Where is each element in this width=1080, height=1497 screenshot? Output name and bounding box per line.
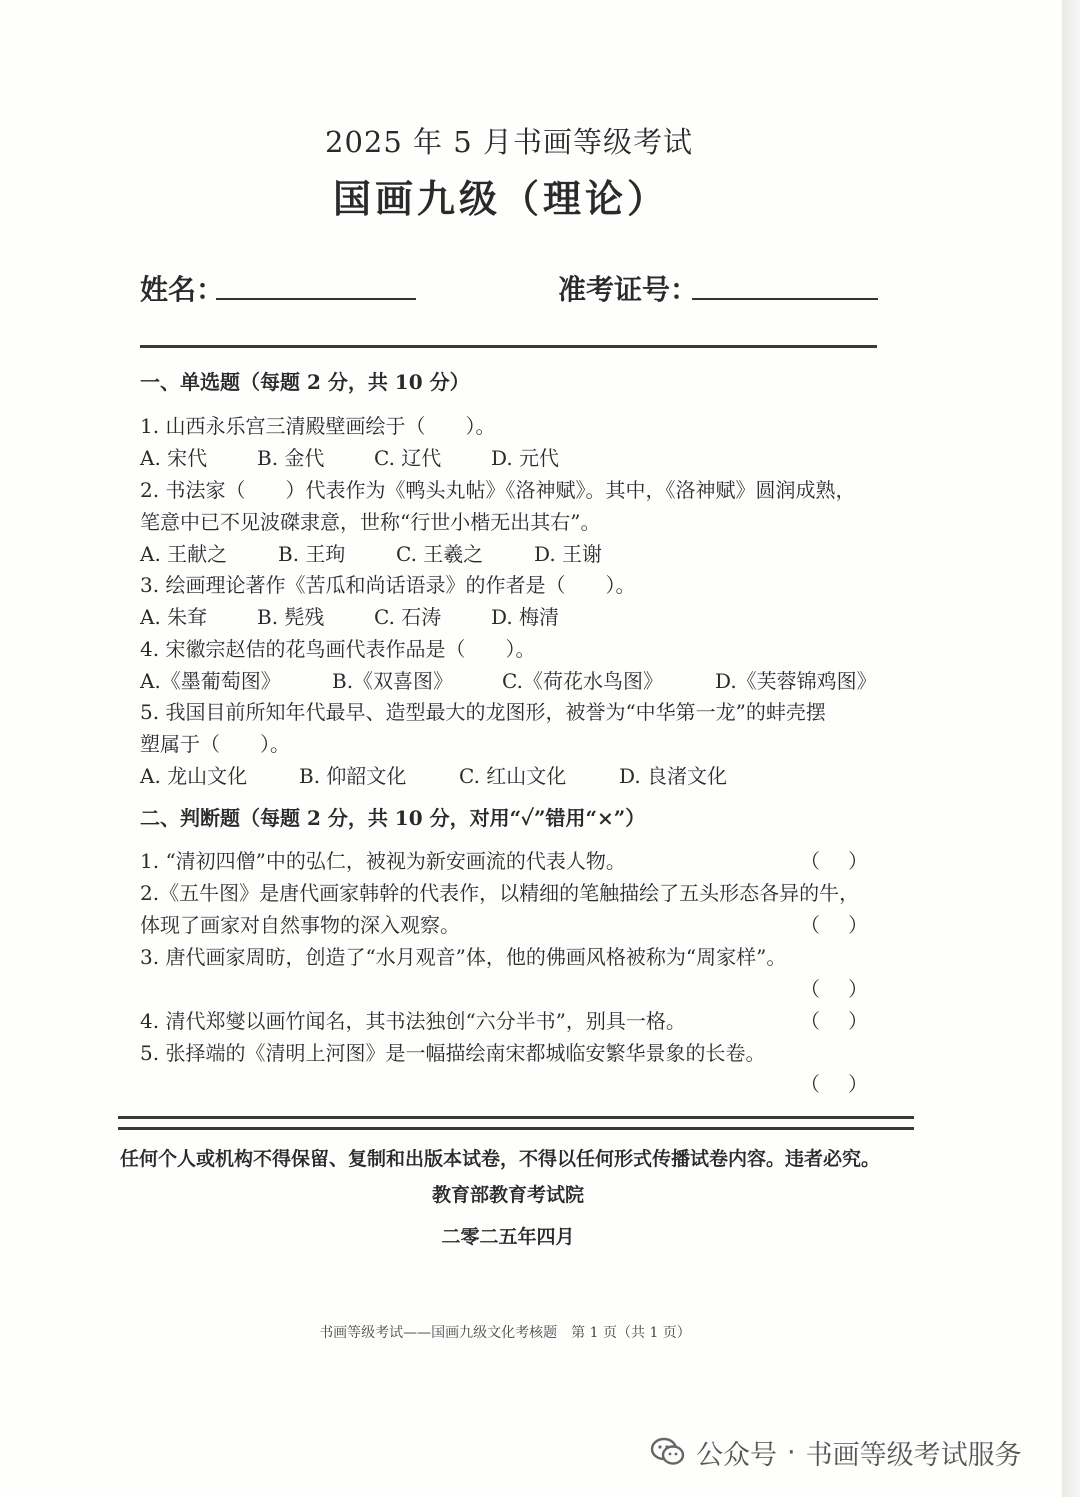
option: D. 元代: [491, 446, 560, 470]
name-blank-line: [216, 298, 416, 300]
option: C. 王羲之: [396, 542, 484, 566]
answer-blank: （ ）: [800, 977, 868, 1001]
answer-blank: （ ）: [800, 849, 868, 873]
option: D.《芙蓉锦鸡图》: [715, 669, 877, 693]
judgment-item: 3. 唐代画家周昉，创造了“水月观音”体，他的佛画风格被称为“周家样”。: [140, 945, 787, 969]
judgment-item: 体现了画家对自然事物的深入观察。: [140, 913, 460, 937]
double-divider: [118, 1116, 914, 1130]
section-1-heading: 一、单选题（每题 2 分，共 10 分）: [140, 370, 470, 394]
question-stem: 1. 山西永乐宫三清殿壁画绘于（ ）。: [140, 414, 496, 438]
option: A. 宋代: [140, 446, 208, 470]
answer-blank: （ ）: [800, 1072, 868, 1096]
option: C. 辽代: [374, 446, 442, 470]
section-2-heading: 二、判断题（每题 2 分，共 10 分，对用“✓”错用“×”）: [140, 806, 646, 830]
watermark-account: 书画等级考试服务: [805, 1439, 1022, 1471]
watermark-prefix: 公众号: [696, 1439, 777, 1471]
id-label: 准考证号：: [558, 273, 699, 306]
divider: [140, 345, 877, 348]
exam-title: 2025 年 5 月书画等级考试: [325, 125, 693, 159]
question-stem: 笔意中已不见波磔隶意，世称“行世小楷无出其右”。: [140, 510, 601, 534]
option: C.《荷花水鸟图》: [502, 669, 663, 693]
paper-title: 国画九级（理论）: [332, 176, 669, 221]
issuer: 教育部教育考试院: [431, 1184, 584, 1206]
page-edge: [1062, 0, 1080, 1497]
copyright-notice: 任何个人或机构不得保留、复制和出版本试卷，不得以任何形式传播试卷内容。违者必究。: [119, 1148, 880, 1170]
page-footer: 书画等级考试——国画九级文化考核题 第 1 页（共 1 页）: [319, 1325, 691, 1341]
option: B. 髡残: [257, 605, 325, 629]
option: C. 石涛: [374, 605, 442, 629]
question-stem: 4. 宋徽宗赵佶的花鸟画代表作品是（ ）。: [140, 637, 536, 661]
name-label: 姓名：: [140, 273, 225, 306]
watermark-dot: ·: [787, 1436, 796, 1468]
question-stem: 塑属于（ ）。: [140, 732, 290, 756]
answer-blank: （ ）: [800, 1009, 868, 1033]
option: A. 朱耷: [140, 605, 208, 629]
option: B. 仰韶文化: [299, 764, 407, 788]
option: D. 良渚文化: [619, 764, 728, 788]
option: A. 王献之: [140, 542, 228, 566]
watermark: [650, 1432, 1022, 1472]
id-blank-line: [692, 298, 878, 300]
option: A. 龙山文化: [140, 764, 248, 788]
judgment-item: 4. 清代郑燮以画竹闻名，其书法独创“六分半书”，别具一格。: [140, 1009, 686, 1033]
judgment-item: 1. “清初四僧”中的弘仁，被视为新安画流的代表人物。: [140, 849, 626, 873]
option: B.《双喜图》: [332, 669, 454, 693]
option: B. 王珣: [278, 542, 346, 566]
question-stem: 2. 书法家（ ）代表作为《鸭头丸帖》《洛神赋》。其中，《洛神赋》圆润成熟，: [140, 478, 856, 502]
judgment-item: 2.《五牛图》是唐代画家韩幹的代表作，以精细的笔触描绘了五头形态各异的牛，: [140, 881, 860, 905]
option: D. 王谢: [534, 542, 603, 566]
option: D. 梅清: [491, 605, 560, 629]
question-stem: 3. 绘画理论著作《苦瓜和尚话语录》的作者是（ ）。: [140, 573, 636, 597]
option: A.《墨葡萄图》: [140, 669, 281, 693]
judgment-item: 5. 张择端的《清明上河图》是一幅描绘南宋都城临安繁华景象的长卷。: [140, 1041, 766, 1065]
answer-blank: （ ）: [800, 913, 868, 937]
option: C. 红山文化: [459, 764, 567, 788]
wechat-icon: [650, 1437, 686, 1467]
issue-date: 二零二五年四月: [441, 1226, 575, 1248]
option: B. 金代: [257, 446, 325, 470]
question-stem: 5. 我国目前所知年代最早、造型最大的龙图形，被誉为“中华第一龙”的蚌壳摆: [140, 700, 826, 724]
